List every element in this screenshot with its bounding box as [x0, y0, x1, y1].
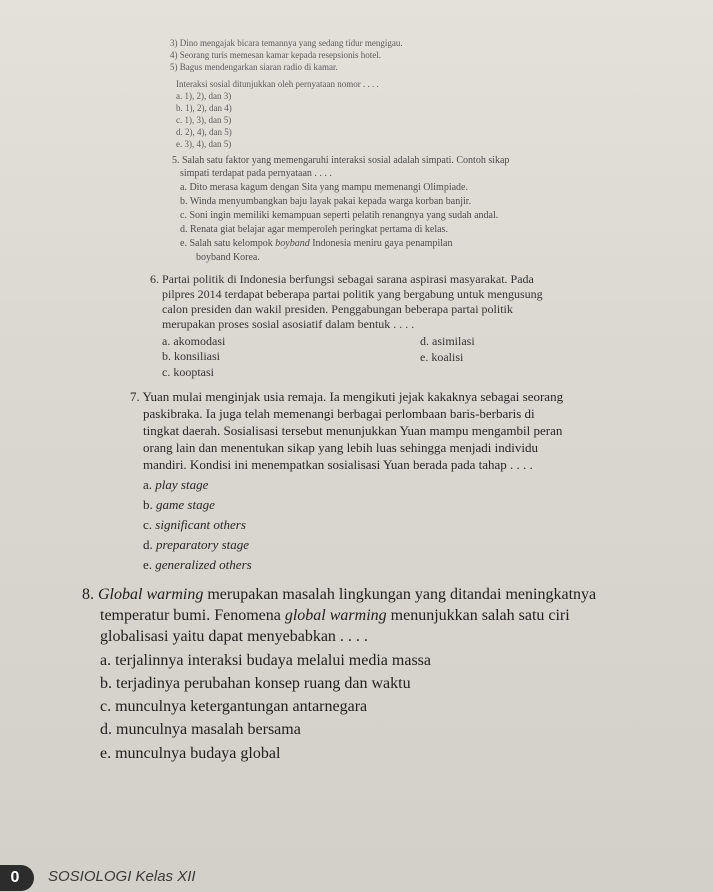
q5-stem-line1: 5. Salah satu faktor yang memengaruhi interaksi sosial adalah simpati. Contoh sikap — [172, 155, 510, 166]
q8-option-b: b. terjadinya perubahan konsep ruang dan waktu — [100, 675, 411, 692]
q7-stem-line1: 7. Yuan mulai menginjak usia remaja. Ia mengikuti jejak kakaknya sebagai seorang — [130, 389, 564, 404]
q4-option-c: c. 1), 3), dan 5) — [176, 115, 232, 125]
footer-title: SOSIOLOGI Kelas XII — [48, 868, 196, 885]
q4-option-e: e. 3), 4), dan 5) — [176, 139, 232, 149]
q5-option-a: a. Dito merasa kagum dengan Sita yang mampu memenangi Olimpiade. — [180, 182, 468, 193]
q7-stem-line3: tingkat daerah. Sosialisasi tersebut menunjukkan Yuan mampu mengambil peran — [143, 423, 563, 438]
page-number-badge: 0 — [0, 865, 34, 891]
q8-stem-line3: globalisasi yaitu dapat menyebabkan . . . . — [100, 628, 368, 645]
q7-option-a: a. play stage — [143, 477, 209, 492]
q7-stem-line5: mandiri. Kondisi ini menempatkan sosialisasi Yuan berada pada tahap . . . . — [143, 457, 533, 472]
q5-stem-line2: simpati terdapat pada pernyataan . . . . — [180, 168, 332, 179]
q6-option-d: d. asimilasi — [420, 334, 475, 348]
q8-option-a: a. terjalinnya interaksi budaya melalui media massa — [100, 652, 431, 669]
list-item-5: 5) Bagus mendengarkan siaran radio di kamar. — [170, 62, 338, 72]
q7-option-c: c. significant others — [143, 517, 246, 532]
list-item-4: 4) Seorang turis memesan kamar kepada resepsionis hotel. — [170, 50, 381, 60]
q5-option-b: b. Winda menyumbangkan baju layak pakai kepada warga korban banjir. — [180, 196, 472, 207]
q7-stem-line4: orang lain dan menentukan sikap yang lebih luas sehingga menjadi individu — [143, 440, 538, 455]
q8-option-c: c. munculnya ketergantungan antarnegara — [100, 698, 368, 715]
q7-option-b: b. game stage — [143, 497, 215, 512]
q5-option-c: c. Soni ingin memiliki kemampuan seperti pelatih renangnya yang sudah andal. — [180, 210, 499, 221]
q5-option-e-line2: boyband Korea. — [196, 252, 260, 263]
q8-stem-line1: 8. Global warming merupakan masalah lingkungan yang ditandai meningkatnya — [82, 586, 597, 603]
q5-option-e-line1: e. Salah satu kelompok boyband Indonesia meniru gaya penampilan — [180, 238, 453, 249]
q6-option-e: e. koalisi — [420, 350, 464, 364]
q6-stem-line4: merupakan proses sosial asosiatif dalam bentuk . . . . — [162, 317, 415, 331]
q8-option-e: e. munculnya budaya global — [100, 745, 281, 762]
q4-option-b: b. 1), 2), dan 4) — [176, 103, 232, 113]
q8-stem-line2: temperatur bumi. Fenomena global warming menunjukkan salah satu ciri — [100, 607, 570, 624]
list-item-3: 3) Dino mengajak bicara temannya yang sedang tidur mengigau. — [170, 38, 403, 48]
q4-stem: Interaksi sosial ditunjukkan oleh pernyataan nomor . . . . — [176, 79, 379, 89]
q6-stem-line2: pilpres 2014 terdapat beberapa partai politik yang bergabung untuk mengusung — [162, 287, 543, 301]
q6-option-c: c. kooptasi — [162, 365, 214, 379]
q6-stem-line3: calon presiden dan wakil presiden. Penggabungan beberapa partai politik — [162, 302, 513, 316]
q6-option-b: b. konsiliasi — [162, 349, 221, 363]
q7-option-d: d. preparatory stage — [143, 537, 250, 552]
q4-option-d: d. 2), 4), dan 5) — [176, 127, 232, 137]
q8-option-d: d. munculnya masalah bersama — [100, 721, 301, 738]
q7-stem-line2: paskibraka. Ia juga telah memenangi berbagai perlombaan baris-berbaris di — [143, 406, 535, 421]
q7-option-e: e. generalized others — [143, 557, 252, 572]
q4-option-a: a. 1), 2), dan 3) — [176, 91, 232, 101]
q6-stem-line1: 6. Partai politik di Indonesia berfungsi sebagai sarana aspirasi masyarakat. Pada — [150, 272, 534, 286]
q5-option-d: d. Renata giat belajar agar memperoleh peringkat pertama di kelas. — [180, 224, 448, 235]
q6-option-a: a. akomodasi — [162, 334, 226, 348]
